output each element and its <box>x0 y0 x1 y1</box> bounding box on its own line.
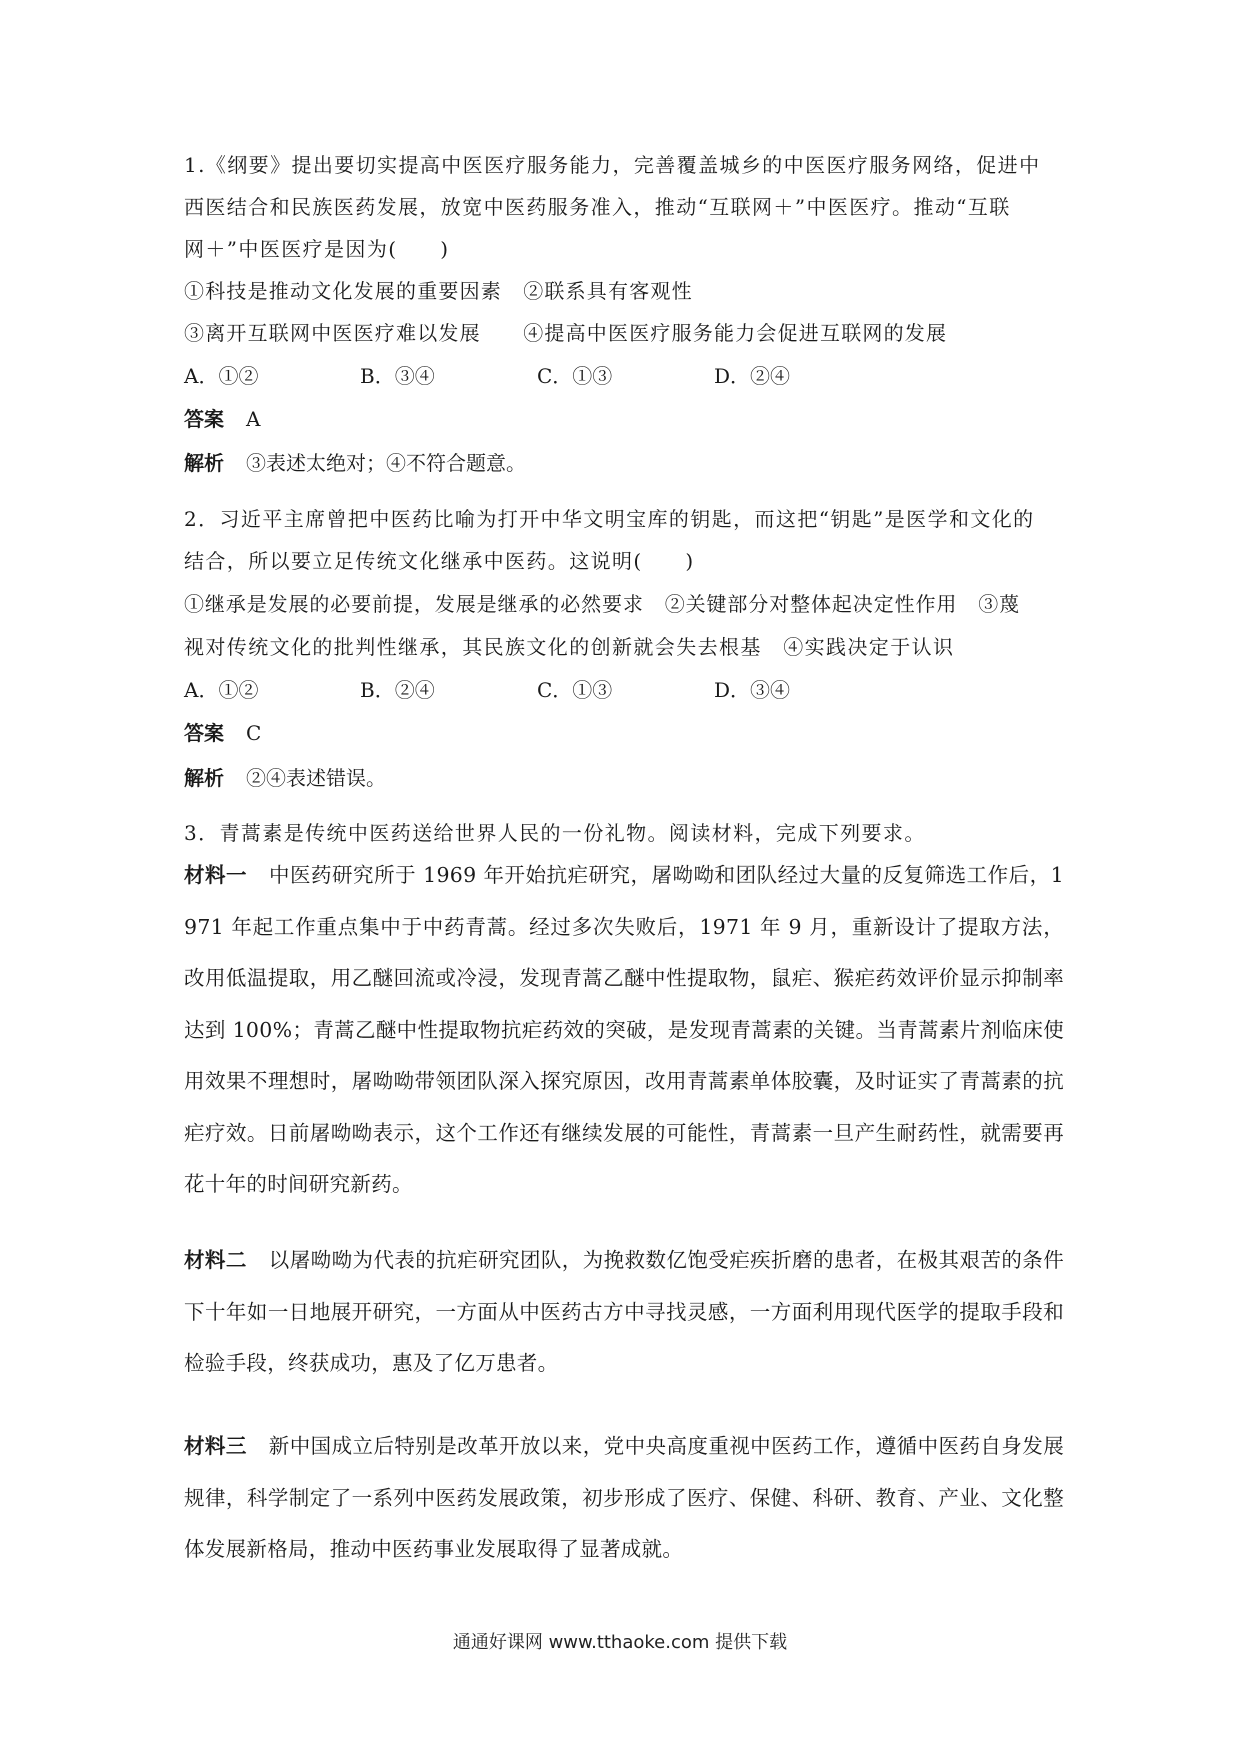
q3-material-1-label: 材料一 <box>184 863 248 887</box>
q1-analysis <box>184 449 526 477</box>
q1-answer-value: A <box>246 407 261 431</box>
q2-choice-d: D．③④ <box>714 678 791 702</box>
q1-choice-d: D．②④ <box>714 364 791 388</box>
q2-options-line-2: 视对传统文化的批判性继承，其民族文化的创新就会失去根基 ④实践决定于认识 <box>184 635 955 659</box>
q1-answer-label: 答案 <box>184 407 224 431</box>
q3-material-3-text: 新中国成立后特别是改革开放以来，党中央高度重视中医药工作，遵循中医药自身发展规律，科学制定了一系列中医药发展政策，初步形成了医疗、保健、科研、教育、产业、文化整体发展新格局，推动中医药事业发展取得了显著成就。 <box>184 1434 1064 1561</box>
q3-material-2-text: 以屠呦呦为代表的抗疟研究团队，为挽救数亿饱受疟疾折磨的患者，在极其艰苦的条件下十年如一日地展开研究，一方面从中医药古方中寻找灵感，一方面利用现代医学的提取手段和检验手段，终获成功，惠及了亿万患者。 <box>184 1248 1064 1375</box>
q2-analysis-text: ②④表述错误。 <box>246 766 386 790</box>
q2-options-line-1: ①继承是发展的必要前提，发展是继承的必然要求 ②关键部分对整体起决定性作用 ③蔑 <box>184 592 1020 616</box>
q1-stem-line-1: 1.《纲要》提出要切实提高中医医疗服务能力，完善覆盖城乡的中医医疗服务网络，促进中 <box>184 153 1041 177</box>
q2-analysis-label: 解析 <box>184 766 224 790</box>
q1-options-line-1: ①科技是推动文化发展的重要因素 ②联系具有客观性 <box>184 279 693 303</box>
q3-intro: 3．青蒿素是传统中医药送给世界人民的一份礼物。阅读材料，完成下列要求。 <box>184 821 926 845</box>
q2-answer-label: 答案 <box>184 721 224 745</box>
q3-material-2 <box>184 1235 1064 1390</box>
q2-choice-b: B．②④ <box>360 678 435 702</box>
q2-stem-line-2: 结合，所以要立足传统文化继承中医药。这说明( ) <box>184 549 695 573</box>
q1-choice-b: B．③④ <box>360 364 435 388</box>
q2-choice-c: C．①③ <box>537 678 613 702</box>
q1-analysis-text: ③表述太绝对；④不符合题意。 <box>246 451 526 475</box>
q2-answer-value: C <box>246 721 262 745</box>
q1-stem-line-3: 网＋”中医医疗是因为( ) <box>184 237 450 261</box>
q2-stem-line-1: 2．习近平主席曾把中医药比喻为打开中华文明宝库的钥匙，而这把“钥匙”是医学和文化的 <box>184 507 1035 531</box>
q1-choice-c: C．①③ <box>537 364 613 388</box>
q3-material-3 <box>184 1421 1064 1576</box>
q2-choice-a: A．①② <box>184 678 259 702</box>
q2-analysis <box>184 764 386 792</box>
q3-material-3-label: 材料三 <box>184 1434 247 1458</box>
q1-choice-a: A．①② <box>184 364 259 388</box>
q3-material-1-text: 中医药研究所于 1969 年开始抗疟研究，屠呦呦和团队经过大量的反复筛选工作后，1971 年起工作重点集中于中药青蒿。经过多次失败后，1971 年 9 月，重新设计了提取方法，改用低温提取，用乙醚回流或冷浸，发现青蒿乙醚中性提取物，鼠疟、猴疟药效评价显示抑制率达到 100%；青蒿乙醚中性提取物抗疟药效的突破，是发现青蒿素的关键。当青蒿素片剂临床使用效果不理想时，屠呦呦带领团队深入探究原因，改用青蒿素单体胶囊，及时证实了青蒿素的抗疟疗效。日前屠呦呦表示，这个工作还有继续发展的可能性，青蒿素一旦产生耐药性，就需要再花十年的时间研究新药。 <box>184 863 1065 1196</box>
q3-material-2-label: 材料二 <box>184 1248 247 1272</box>
q1-stem-line-2: 西医结合和民族医药发展，放宽中医药服务准入，推动“互联网＋”中医医疗。推动“互联 <box>184 195 1011 219</box>
page-footer: 通通好课网 www.tthaoke.com 提供下载 <box>452 1632 788 1653</box>
q1-options-line-2: ③离开互联网中医医疗难以发展 ④提高中医医疗服务能力会促进互联网的发展 <box>184 321 948 345</box>
q1-answer <box>184 405 260 433</box>
q3-material-1 <box>184 850 1064 1211</box>
q2-answer <box>184 719 261 747</box>
q1-analysis-label: 解析 <box>184 451 224 475</box>
